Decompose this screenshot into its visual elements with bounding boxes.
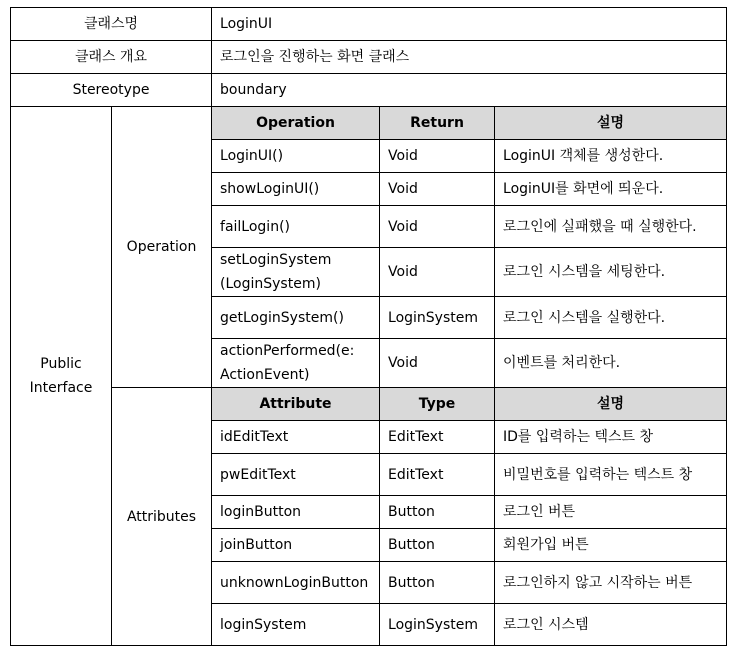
attribute-desc: ID를 입력하는 텍스트 창: [495, 421, 727, 454]
attribute-desc: 비밀번호를 입력하는 텍스트 창: [495, 454, 727, 496]
operation-desc: 로그인 시스템을 세팅한다.: [495, 248, 727, 297]
operation-return: Void: [380, 339, 495, 388]
class-summary-row: [11, 41, 727, 74]
class-summary-value: 로그인을 진행하는 화면 클래스: [212, 41, 727, 74]
attribute-name: idEditText: [212, 421, 380, 454]
public-interface-label: Public Interface: [11, 107, 112, 646]
class-name-label: 클래스명: [11, 8, 212, 41]
operation-desc: 이벤트를 처리한다.: [495, 339, 727, 388]
operation-name: setLoginSystem (LoginSystem): [212, 248, 380, 297]
attribute-type: EditText: [380, 454, 495, 496]
class-name-value: LoginUI: [212, 8, 727, 41]
operation-name: showLoginUI(): [212, 173, 380, 206]
operation-return: LoginSystem: [380, 297, 495, 339]
operation-header-return: Return: [380, 107, 495, 140]
operation-name: failLogin(): [212, 206, 380, 248]
attribute-header-name: Attribute: [212, 388, 380, 421]
attribute-type: Button: [380, 496, 495, 529]
class-name-row: [11, 8, 727, 41]
operation-header-desc: 설명: [495, 107, 727, 140]
class-summary-label: 클래스 개요: [11, 41, 212, 74]
operation-return: Void: [380, 140, 495, 173]
class-spec-table: [10, 7, 727, 646]
attribute-type: Button: [380, 529, 495, 562]
attribute-name: loginSystem: [212, 604, 380, 646]
attribute-type: LoginSystem: [380, 604, 495, 646]
operation-name: LoginUI(): [212, 140, 380, 173]
operation-name: getLoginSystem(): [212, 297, 380, 339]
attribute-name: loginButton: [212, 496, 380, 529]
attribute-name: unknownLoginButton: [212, 562, 380, 604]
stereotype-row: [11, 74, 727, 107]
operation-section-label: Operation: [112, 107, 212, 388]
attribute-desc: 로그인 버튼: [495, 496, 727, 529]
attribute-header-desc: 설명: [495, 388, 727, 421]
attribute-section-label: Attributes: [112, 388, 212, 646]
operation-desc: LoginUI 객체를 생성한다.: [495, 140, 727, 173]
operation-return: Void: [380, 206, 495, 248]
attribute-desc: 회원가입 버튼: [495, 529, 727, 562]
attribute-desc: 로그인 시스템: [495, 604, 727, 646]
operation-desc: 로그인에 실패했을 때 실행한다.: [495, 206, 727, 248]
stereotype-label: Stereotype: [11, 74, 212, 107]
attribute-header-type: Type: [380, 388, 495, 421]
operation-return: Void: [380, 173, 495, 206]
attribute-header-row: [11, 388, 727, 421]
stereotype-value: boundary: [212, 74, 727, 107]
attribute-desc: 로그인하지 않고 시작하는 버튼: [495, 562, 727, 604]
operation-header-row: [11, 107, 727, 140]
operation-desc: LoginUI를 화면에 띄운다.: [495, 173, 727, 206]
operation-name: actionPerformed(e: ActionEvent): [212, 339, 380, 388]
operation-desc: 로그인 시스템을 실행한다.: [495, 297, 727, 339]
attribute-name: joinButton: [212, 529, 380, 562]
operation-header-name: Operation: [212, 107, 380, 140]
attribute-name: pwEditText: [212, 454, 380, 496]
operation-return: Void: [380, 248, 495, 297]
attribute-type: Button: [380, 562, 495, 604]
attribute-type: EditText: [380, 421, 495, 454]
